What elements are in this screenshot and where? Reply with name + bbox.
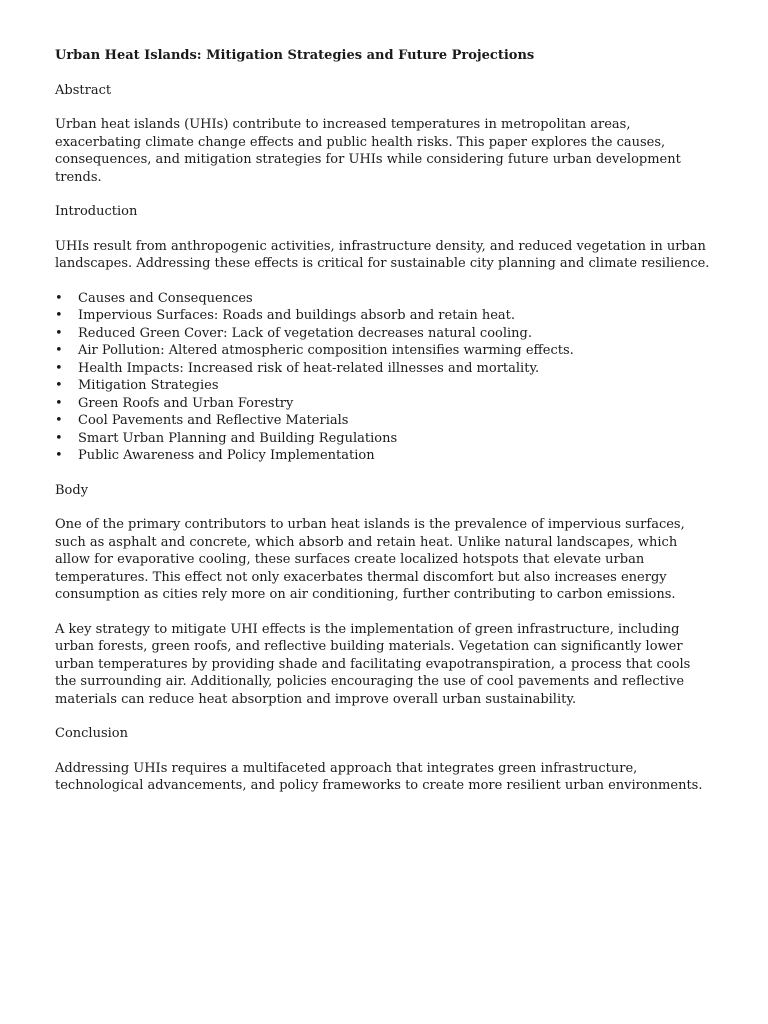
list-item-text: Impervious Surfaces: Roads and buildings absorb and retain heat.	[78, 308, 515, 323]
list-item-text: Green Roofs and Urban Forestry	[78, 395, 294, 411]
bullet-icon: •	[55, 308, 63, 323]
list-item	[55, 377, 711, 395]
bullet-list	[55, 290, 711, 465]
list-item-text: Public Awareness and Policy Implementation	[78, 448, 375, 463]
bullet-icon: •	[55, 448, 63, 463]
list-item-text: Smart Urban Planning and Building Regulations	[78, 430, 398, 446]
list-item-text: Health Impacts: Increased risk of heat-related illnesses and mortality.	[78, 360, 540, 376]
bullet-icon: •	[55, 378, 63, 393]
list-item	[55, 412, 711, 430]
list-item	[55, 325, 711, 343]
list-item-text: Air Pollution: Altered atmospheric composition intensifies warming effects.	[78, 343, 574, 358]
bullet-icon: •	[55, 395, 63, 411]
bullet-icon: •	[55, 430, 63, 446]
list-item	[55, 342, 711, 360]
list-item	[55, 395, 711, 413]
introduction-heading: Introduction	[55, 204, 138, 219]
abstract-text: Urban heat islands (UHIs) contribute to increased temperatures in metropolitan areas, exacerbating climate change effects and public health risks. This paper explores the causes, consequences, and mitigation strategies for UHIs while considering future urban development trends.	[55, 117, 681, 185]
list-item-text: Cool Pavements and Reflective Materials	[78, 413, 349, 428]
conclusion-text: Addressing UHIs requires a multifaceted approach that integrates green infrastructure, technological advancements, and policy frameworks to create more resilient urban environments.	[55, 760, 703, 793]
list-item-text: Reduced Green Cover: Lack of vegetation decreases natural cooling.	[78, 325, 532, 341]
body-paragraph-1: One of the primary contributors to urban heat islands is the prevalence of impervious surfaces, such as asphalt and concrete, which absorb and retain heat. Unlike natural landscapes, which allow for evaporative cooling, these surfaces create localized hotspots that elevate urban temperatures. This effect not only exacerbates thermal discomfort but also increases energy consumption as cities rely more on air conditioning, further contributing to carbon emissions.	[55, 517, 685, 602]
bullet-icon: •	[55, 290, 63, 306]
body-heading: Body	[55, 482, 89, 498]
list-item-text: Mitigation Strategies	[78, 378, 219, 393]
bullet-icon: •	[55, 343, 63, 358]
paper-title: Urban Heat Islands: Mitigation Strategies and Future Projections	[55, 48, 535, 63]
bullet-icon: •	[55, 413, 63, 428]
conclusion-heading: Conclusion	[55, 726, 128, 741]
list-item-text: Causes and Consequences	[78, 290, 253, 306]
list-item	[55, 430, 711, 448]
bullet-icon: •	[55, 360, 63, 376]
list-item	[55, 360, 711, 378]
body-paragraph-2: A key strategy to mitigate UHI effects is the implementation of green infrastructure, including urban forests, green roofs, and reflective building materials. Vegetation can significantly lower urban temperatures by providing shade and facilitating evapotranspiration, a process that cools the surrounding air. Additionally, policies encouraging the use of cool pavements and reflective materials can reduce heat absorption and improve overall urban sustainability.	[55, 621, 691, 707]
list-item	[55, 447, 711, 465]
list-item	[55, 307, 711, 325]
list-item	[55, 290, 711, 308]
bullet-icon: •	[55, 325, 63, 341]
abstract-heading: Abstract	[55, 82, 112, 98]
paper-page	[55, 47, 711, 812]
introduction-text: UHIs result from anthropogenic activities, infrastructure density, and reduced vegetation in urban landscapes. Addressing these effects is critical for sustainable city planning and climate resilience.	[55, 238, 710, 271]
